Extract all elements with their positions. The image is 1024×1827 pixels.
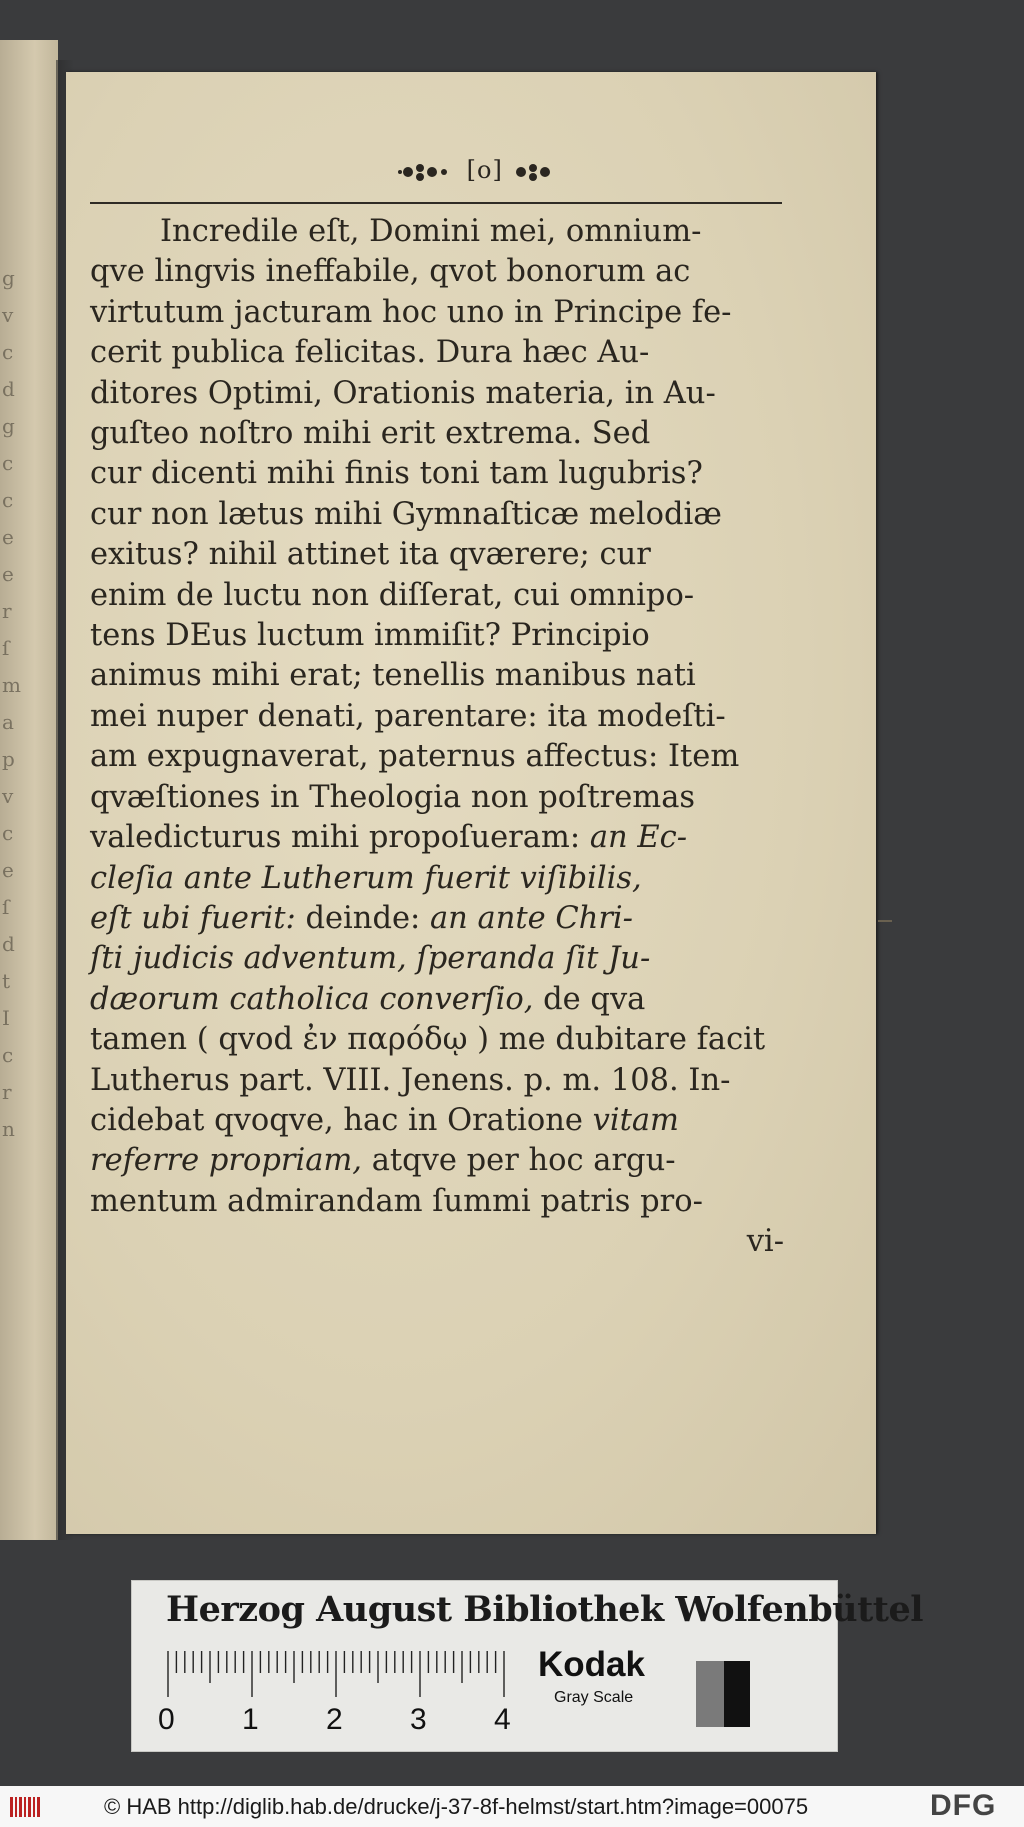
ornament-left-icon (396, 159, 458, 185)
header-rule (90, 202, 782, 204)
edge-letter: n (2, 1117, 15, 1141)
edge-letter: v (2, 303, 14, 327)
italic-segment: eſt ubi fuerit: (90, 900, 296, 936)
edge-letter: e (2, 562, 14, 586)
gray-scale-label: Gray Scale (554, 1689, 634, 1706)
text-line: mentum admirandam ſummi patris pro- (90, 1183, 703, 1219)
edge-letter: d (2, 377, 15, 401)
text-segment: cidebat qvoqve, hac in Oratione (90, 1102, 583, 1138)
text-line: Lutherus part. VIII. Jenens. p. m. 108. In- (90, 1062, 731, 1098)
edge-letter: c (2, 1043, 14, 1067)
gray-patch (696, 1661, 724, 1727)
left-facing-page (0, 40, 58, 1540)
text-segment: deinde: (305, 900, 421, 936)
text-line (90, 1101, 790, 1141)
edge-letter: e (2, 525, 14, 549)
edge-letter: a (2, 710, 14, 734)
text-segment: valedicturus mihi propoſueram: (90, 820, 581, 856)
text-line: tamen ( qvod ἐν παρόδῳ ) me dubitare facit (90, 1022, 766, 1058)
edge-letter: r (2, 1080, 12, 1104)
text-line: guſteo noſtro mihi erit extrema. Sed (90, 416, 651, 452)
book-page (66, 72, 876, 1534)
text-line: animus mihi erat; tenellis manibus nati (90, 658, 696, 694)
text-segment: atqve per hoc argu- (371, 1143, 676, 1179)
edge-letter: r (2, 599, 12, 623)
text-line: enim de luctu non diſſerat, cui omnipo- (90, 577, 695, 613)
page-signature: [o] (466, 156, 503, 184)
edge-letter: g (2, 266, 15, 290)
edge-letter: ſ (2, 636, 10, 660)
text-line: mei nuper denati, parentare: ita modeſti- (90, 698, 726, 734)
barcode-icon (8, 1793, 48, 1821)
text-segment: de qva (543, 981, 646, 1017)
footer-source-link[interactable]: © HAB http://diglib.hab.de/drucke/j-37-8f-helmst/start.htm?image=00075 (104, 1794, 809, 1819)
institution-name: Herzog August Bibliothek Wolfenbüttel (166, 1589, 924, 1630)
italic-segment: ſti judicis adventum, ſperanda ſit Ju- (90, 941, 651, 977)
ruler-scale (166, 1651, 506, 1697)
text-line: qve lingvis ineffabile, qvot bonorum ac (90, 254, 691, 290)
text-line (90, 980, 790, 1020)
text-line: cur dicenti mihi finis toni tam lugubris? (90, 456, 703, 492)
text-line (90, 1141, 790, 1181)
ruler-number: 0 (158, 1703, 175, 1736)
edge-letter: t (2, 969, 11, 993)
edge-letter: g (2, 414, 15, 438)
edge-letter: c (2, 451, 14, 475)
italic-segment: referre propriam, (90, 1143, 362, 1179)
edge-letter: ſ (2, 895, 10, 919)
text-line: Incredile eſt, Domini mei, omnium- (160, 214, 702, 249)
text-line: qvæſtiones in Theologia non poſtremas (90, 779, 696, 815)
edge-letter: c (2, 821, 14, 845)
catchword: vi- (746, 1224, 784, 1260)
italic-segment: cleſia ante Lutherum fuerit viſibilis, (90, 860, 642, 896)
ruler-number: 3 (410, 1703, 427, 1736)
dfg-logo: DFG (930, 1789, 997, 1822)
edge-letter: c (2, 340, 14, 364)
text-line (90, 818, 790, 858)
edge-letter: c (2, 488, 14, 512)
kodak-logo: Kodak (538, 1645, 645, 1684)
text-line: am expugnaverat, paternus affectus: Item (90, 739, 740, 775)
edge-letter: v (2, 784, 14, 808)
footer-bar (0, 1786, 1024, 1827)
page-header (396, 156, 555, 185)
italic-segment: vitam (592, 1102, 679, 1138)
edge-letter: p (2, 747, 15, 771)
text-line: exitus? nihil attinet ita qværere; cur (90, 537, 651, 573)
edge-letter: m (2, 673, 21, 697)
text-line: ditores Optimi, Orationis materia, in Au- (90, 375, 716, 411)
page-edge-mark (878, 920, 892, 922)
edge-letter: e (2, 858, 14, 882)
italic-segment: an Ec- (589, 820, 688, 856)
ruler-labels (158, 1703, 518, 1743)
text-line: tens DEus luctum immiſit? Principio (90, 618, 650, 654)
text-line (90, 899, 790, 939)
edge-letter: I (2, 1006, 10, 1030)
text-line (90, 859, 790, 899)
black-patch (724, 1661, 750, 1727)
italic-segment: an ante Chri- (430, 900, 633, 936)
ruler-number: 1 (242, 1703, 259, 1736)
text-line (90, 939, 790, 979)
text-line: virtutum jacturam hoc uno in Principe fe- (90, 294, 732, 330)
italic-segment: dæorum catholica converſio, (90, 981, 534, 1017)
ruler-number: 2 (326, 1703, 343, 1736)
text-line: cerit publica felicitas. Dura hæc Au- (90, 335, 650, 371)
ruler-number: 4 (494, 1703, 511, 1736)
color-target-card (131, 1580, 924, 1752)
body-text (90, 212, 790, 1263)
text-line: cur non lætus mihi Gymnaſticæ melodiæ (90, 496, 722, 532)
left-page-edge-text (2, 260, 32, 1148)
edge-letter: d (2, 932, 15, 956)
ornament-right-icon (511, 159, 555, 185)
